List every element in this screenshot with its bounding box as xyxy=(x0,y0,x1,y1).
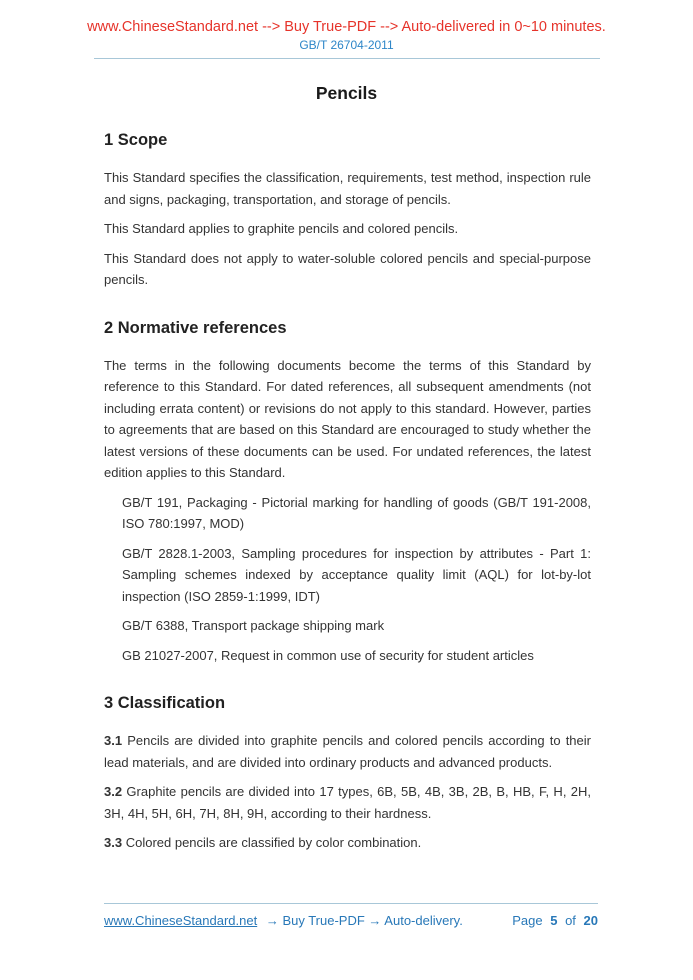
page-number: 5 xyxy=(550,913,558,928)
page-of-label: of xyxy=(565,913,576,928)
page-total: 20 xyxy=(583,913,598,928)
scope-paragraph: This Standard specifies the classification, requirements, test method, inspection rule and signs, packaging, transportation, and storage of pencils. xyxy=(104,170,591,207)
clause-number: 3.2 xyxy=(104,784,123,799)
scope-paragraph: This Standard does not apply to water-soluble colored pencils and special-purpose pencils. xyxy=(104,250,591,287)
clause-number: 3.1 xyxy=(104,733,123,748)
page-footer xyxy=(104,903,598,928)
section-heading-classification: 3 Classification xyxy=(104,694,226,712)
section-heading-scope: 1 Scope xyxy=(104,131,168,149)
classification-item xyxy=(104,781,591,824)
header-divider xyxy=(94,58,600,59)
page-title: Pencils xyxy=(315,83,378,103)
classification-item xyxy=(104,832,591,854)
clause-number: 3.3 xyxy=(104,835,123,850)
reference-item: GB/T 191, Packaging - Pictorial marking for handling of goods (GB/T 191-2008, ISO 780:1997, MOD) xyxy=(122,494,591,531)
header-promo-text: www.ChineseStandard.net --> Buy True-PDF --> Auto-delivered in 0~10 minutes. xyxy=(87,19,606,35)
normative-intro-paragraph: The terms in the following documents become the terms of this Standard by reference to this Standard. For dated references, all subsequent amendments (not including errata content) or revisions do not apply to this standard. However, parties to agreements that are based on this Standard are encouraged to study whether the latest versions of these documents can be used. For undated references, the latest edition applies to this Standard. xyxy=(104,357,591,480)
footer-divider xyxy=(104,903,598,904)
clause-text: Pencils are divided into graphite pencils and colored pencils according to their lead materials, and are divided into ordinary products and advanced products. xyxy=(104,733,591,770)
reference-item: GB/T 6388, Transport package shipping mark xyxy=(122,618,385,633)
page-label: Page xyxy=(512,913,543,928)
clause-text: Graphite pencils are divided into 17 types, 6B, 5B, 4B, 3B, 2B, B, HB, F, H, 2H, 3H, 4H, 5H, 6H, 7H, 8H, 9H, according to their hardness. xyxy=(104,784,591,821)
footer-left xyxy=(104,913,463,928)
section-heading-normative-references: 2 Normative references xyxy=(104,318,287,337)
footer-website-link[interactable]: www.ChineseStandard.net xyxy=(104,913,258,928)
reference-item: GB 21027-2007, Request in common use of security for student articles xyxy=(122,647,534,663)
reference-item: GB/T 2828.1-2003, Sampling procedures for inspection by attributes - Part 1: Sampling schemes indexed by acceptance quality limit (AQL) for lot-by-lot inspection (ISO 2859-1:1999, IDT) xyxy=(122,545,591,604)
document-body xyxy=(104,129,591,854)
footer-tagline: → Buy True-PDF → Auto-delivery. xyxy=(265,913,463,928)
classification-item xyxy=(104,730,591,773)
page-indicator xyxy=(512,913,598,928)
scope-paragraph: This Standard applies to graphite pencils and colored pencils. xyxy=(104,221,459,236)
standard-number: GB/T 26704-2011 xyxy=(299,38,394,52)
clause-text: Colored pencils are classified by color combination. xyxy=(125,835,422,850)
